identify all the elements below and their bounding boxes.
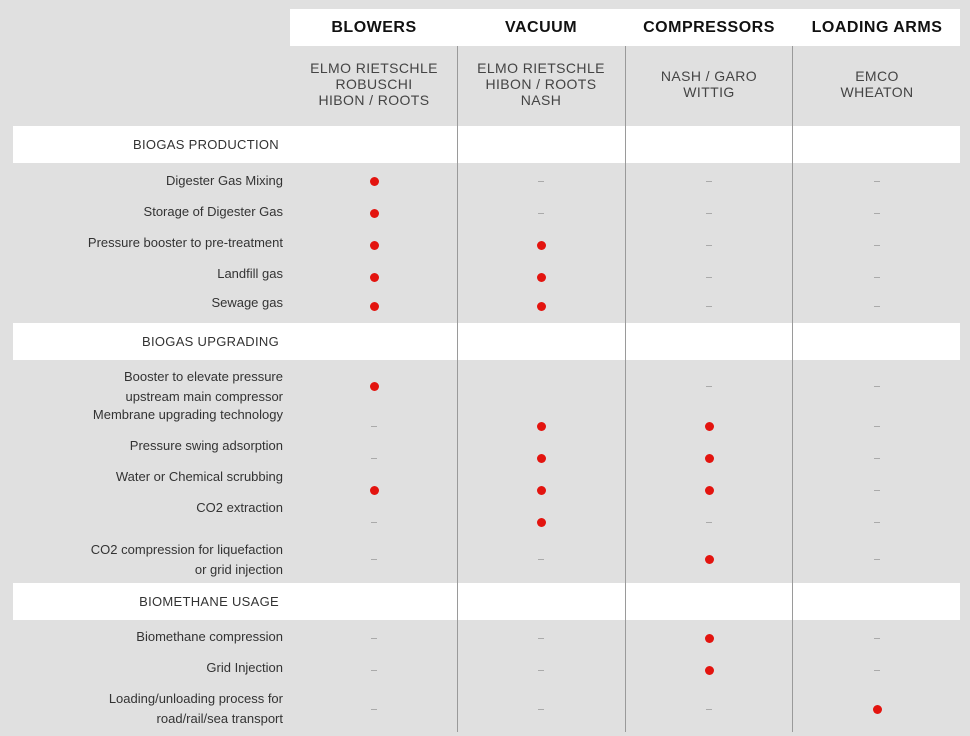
no-support-dash [706,213,712,214]
no-support-dash [874,245,880,246]
row-label [13,407,283,422]
section-title: BIOGAS PRODUCTION [133,137,279,152]
no-support-dash [371,709,377,710]
brand-name: NASH / GARO [660,68,758,84]
brand-name: ROBUSCHI [335,76,413,92]
row-label [13,542,283,577]
no-support-dash [874,559,880,560]
no-support-dash [538,670,544,671]
row-label [13,235,283,250]
support-dot [873,705,882,714]
row-label [13,660,283,675]
no-support-dash [371,638,377,639]
row-label [13,438,283,453]
column-title: COMPRESSORS [643,19,775,36]
row-label-line: Sewage gas [211,295,283,310]
row-label-line: Landfill gas [217,266,283,281]
brand-name: HIBON / ROOTS [318,92,430,108]
no-support-dash [706,245,712,246]
no-support-dash [874,277,880,278]
brand-name: HIBON / ROOTS [485,76,597,92]
no-support-dash [538,181,544,182]
support-dot [705,666,714,675]
no-support-dash [874,181,880,182]
no-support-dash [371,559,377,560]
support-dot [537,273,546,282]
row-label-line: upstream main compressor [125,389,283,404]
no-support-dash [706,386,712,387]
column-brands [290,60,458,108]
brand-name: NASH [520,92,562,108]
row-label [13,369,283,404]
no-support-dash [706,277,712,278]
no-support-dash [371,426,377,427]
support-dot [370,209,379,218]
brand-name: WITTIG [683,84,735,100]
support-dot [370,486,379,495]
section-title: BIOGAS UPGRADING [142,334,279,349]
support-dot [537,454,546,463]
row-label-line: Storage of Digester Gas [143,204,283,219]
support-dot [370,273,379,282]
no-support-dash [874,670,880,671]
no-support-dash [706,709,712,710]
no-support-dash [874,306,880,307]
support-dot [537,422,546,431]
support-dot [537,518,546,527]
column-divider [457,46,458,732]
column-divider [625,46,626,732]
no-support-dash [874,522,880,523]
support-dot [705,634,714,643]
brand-name: WHEATON [840,84,914,100]
column-brands [793,68,961,100]
row-label [13,204,283,219]
support-dot [537,486,546,495]
row-label-line: Water or Chemical scrubbing [115,469,283,484]
row-label-line: Digester Gas Mixing [165,173,283,188]
no-support-dash [538,709,544,710]
brand-name: EMCO [855,68,899,84]
column-brands [625,68,793,100]
no-support-dash [706,306,712,307]
support-dot [537,241,546,250]
row-label-line: CO2 extraction [196,500,283,515]
row-label-line: CO2 compression for liquefaction [90,542,283,557]
no-support-dash [874,426,880,427]
support-dot [705,454,714,463]
support-dot [370,241,379,250]
support-dot [370,382,379,391]
column-title: LOADING ARMS [811,19,943,36]
no-support-dash [538,638,544,639]
no-support-dash [538,213,544,214]
support-dot [705,486,714,495]
support-dot [370,302,379,311]
row-label [13,295,283,310]
no-support-dash [874,213,880,214]
row-label-line: Pressure booster to pre-treatment [87,235,283,250]
support-dot [705,422,714,431]
column-title: BLOWERS [331,19,417,36]
brand-name: ELMO RIETSCHLE [477,60,605,76]
no-support-dash [874,638,880,639]
row-label [13,266,283,281]
no-support-dash [874,490,880,491]
no-support-dash [874,386,880,387]
column-divider [792,46,793,732]
row-label-line: Booster to elevate pressure [124,369,283,384]
row-label-line: Loading/unloading process for [108,691,283,706]
column-brands [457,60,625,108]
row-label [13,629,283,644]
row-label-line: Grid Injection [206,660,283,675]
no-support-dash [706,522,712,523]
row-label [13,469,283,484]
support-dot [705,555,714,564]
no-support-dash [706,181,712,182]
support-dot [370,177,379,186]
row-label-line: road/rail/sea transport [156,711,283,726]
row-label-line: Pressure swing adsorption [129,438,283,453]
no-support-dash [371,670,377,671]
no-support-dash [538,559,544,560]
section-title: BIOMETHANE USAGE [139,594,279,609]
no-support-dash [371,522,377,523]
no-support-dash [874,458,880,459]
column-title: VACUUM [504,19,578,36]
row-label [13,173,283,188]
row-label-line: Biomethane compression [136,629,283,644]
row-label [13,691,283,726]
row-label [13,500,283,515]
support-dot [537,302,546,311]
brand-name: ELMO RIETSCHLE [310,60,438,76]
row-label-line: Membrane upgrading technology [92,407,283,422]
row-label-line: or grid injection [194,562,283,577]
no-support-dash [371,458,377,459]
